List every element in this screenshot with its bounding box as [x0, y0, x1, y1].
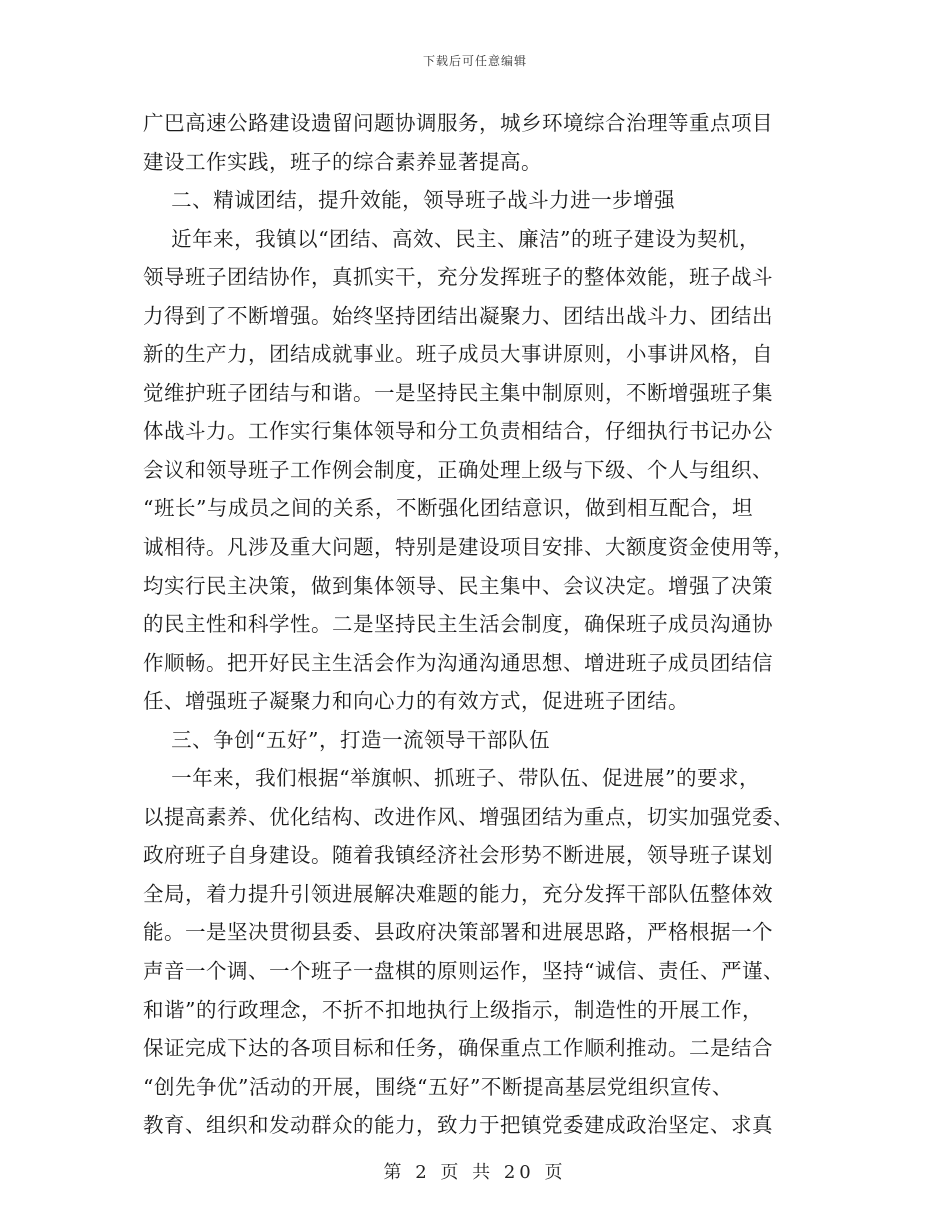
- text-line: 诚相待。凡涉及重大问题，特别是建设项目安排、大额度资金使用等，: [143, 535, 794, 560]
- text-line: 力得到了不断增强。始终坚持团结出凝聚力、团结出战斗力、团结出: [143, 303, 773, 328]
- text-line: 广巴高速公路建设遗留问题协调服务，城乡环境综合治理等重点项目: [143, 111, 773, 135]
- section-heading: 三、争创“五好”，打造一流领导干部队伍: [143, 727, 551, 752]
- text-line: “班长”与成员之间的关系，不断强化团结意识，做到相互配合，坦: [143, 496, 753, 521]
- text-line: 体战斗力。工作实行集体领导和分工负责相结合，仔细执行书记办公: [143, 419, 773, 444]
- page-number-footer: 第 2 页 共 20 页: [383, 1162, 567, 1183]
- text-line: 新的生产力，团结成就事业。班子成员大事讲原则，小事讲风格，自: [143, 342, 773, 367]
- text-line: “创先争优”活动的开展，围绕“五好”不断提高基层党组织宣传、: [143, 1074, 733, 1099]
- text-line: 一年来，我们根据“举旗帜、抓班子、带队伍、促进展”的要求，: [143, 766, 761, 791]
- text-line: 以提高素养、优化结构、改进作风、增强团结为重点，切实加强党委、: [143, 804, 794, 829]
- text-line: 保证完成下达的各项目标和任务，确保重点工作顺利推动。二是结合: [143, 1036, 773, 1061]
- document-body: [143, 104, 803, 1145]
- text-line: 的民主性和科学性。二是坚持民主生活会制度，确保班子成员沟通协: [143, 612, 773, 637]
- text-line: 会议和领导班子工作例会制度，正确处理上级与下级、个人与组织、: [143, 457, 773, 482]
- text-line: 政府班子自身建设。随着我镇经济社会形势不断进展，领导班子谋划: [143, 843, 773, 868]
- text-line: 任、增强班子凝聚力和向心力的有效方式，促进班子团结。: [143, 689, 689, 714]
- page-header: 下载后可任意编辑: [422, 54, 527, 68]
- section-heading: 二、精诚团结，提升效能，领导班子战斗力进一步增强: [143, 188, 676, 213]
- text-line: 声音一个调、一个班子一盘棋的原则运作，坚持“诚信、责任、严谨、: [143, 959, 784, 984]
- text-line: 领导班子团结协作，真抓实干，充分发挥班子的整体效能，班子战斗: [143, 265, 773, 290]
- text-line: 能。一是坚决贯彻县委、县政府决策部署和进展思路，严格根据一个: [143, 920, 773, 945]
- text-line: 觉维护班子团结与和谐。一是坚持民主集中制原则，不断增强班子集: [143, 380, 773, 405]
- text-line: 和谐”的行政理念，不折不扣地执行上级指示，制造性的开展工作，: [143, 997, 763, 1022]
- text-line: 均实行民主决策，做到集体领导、民主集中、会议决定。增强了决策: [143, 573, 773, 598]
- text-line: 全局，着力提升引领进展解决难题的能力，充分发挥干部队伍整体效: [143, 881, 773, 906]
- text-line: 教育、组织和发动群众的能力，致力于把镇党委建成政治坚定、求真: [143, 1113, 773, 1138]
- text-line: 作顺畅。把开好民主生活会作为沟通沟通思想、增进班子成员团结信: [143, 650, 773, 675]
- text-line: 近年来，我镇以“团结、高效、民主、廉洁”的班子建设为契机，: [143, 226, 761, 251]
- text-line: 建设工作实践，班子的综合素养显著提高。: [143, 149, 542, 174]
